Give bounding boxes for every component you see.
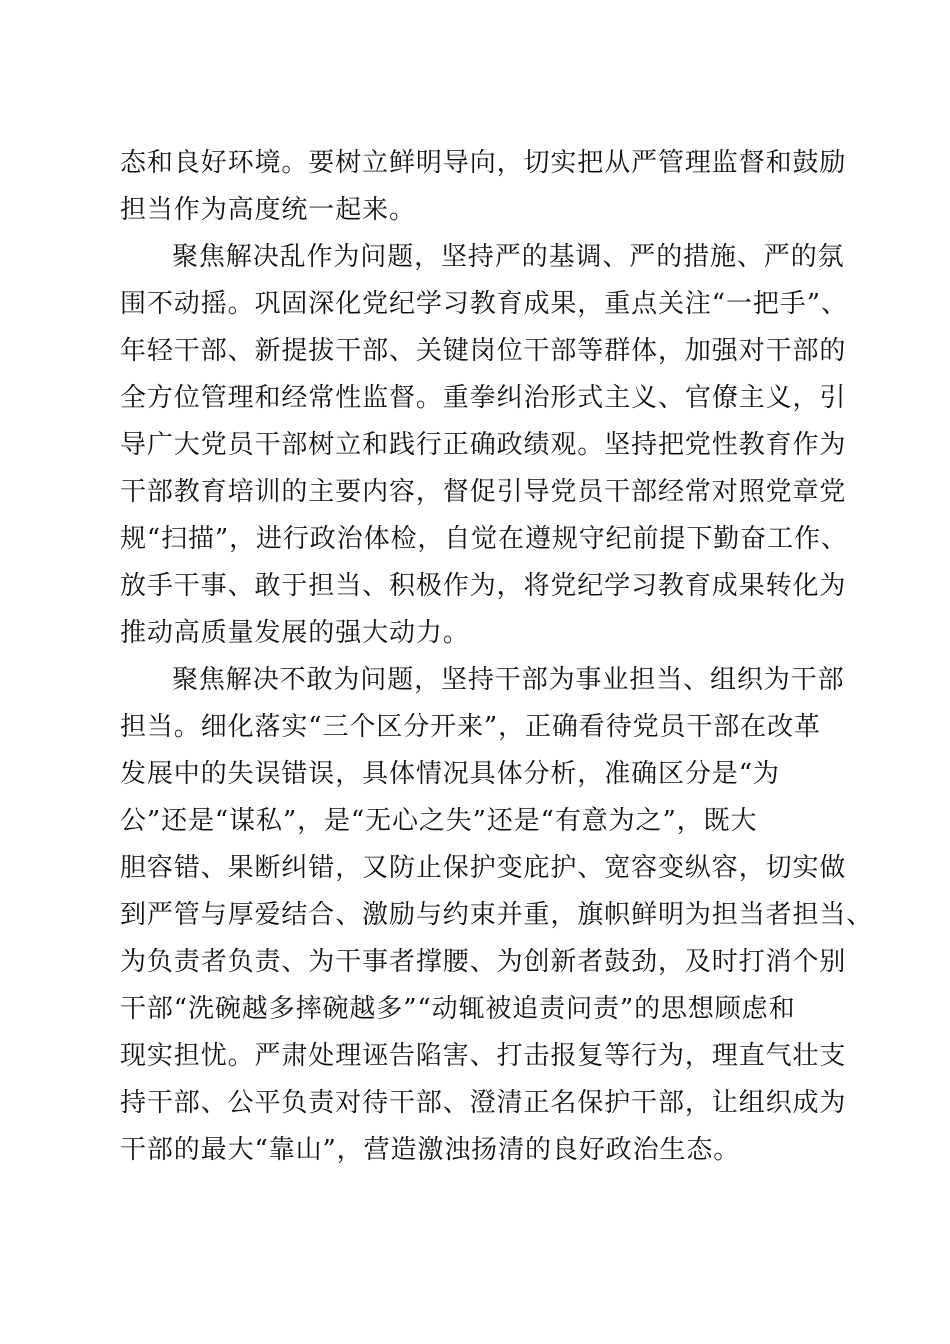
text-line: 导广大党员干部树立和践行正确政绩观。坚持把党性教育作为 <box>120 430 847 460</box>
text-line: 推动高质量发展的强大动力。 <box>120 618 470 648</box>
text-line: 态和良好环境。要树立鲜明导向，切实把从严管理监督和鼓励 <box>120 148 847 178</box>
text-line: 干部教育培训的主要内容，督促引导党员干部经常对照党章党 <box>120 477 847 507</box>
text-line: 现实担忧。严肃处理诬告陷害、打击报复等行为，理直气壮支 <box>120 1041 847 1071</box>
text-line: 放手干事、敢于担当、积极作为，将党纪学习教育成果转化为 <box>120 571 847 601</box>
text-line: 全方位管理和经常性监督。重拳纠治形式主义、官僚主义，引 <box>120 383 847 413</box>
text-line: 到严管与厚爱结合、激励与约束并重，旗帜鲜明为担当者担当、 <box>120 900 874 930</box>
text-line: 公”还是“谋私”，是“无心之失”还是“有意为之”，既大 <box>120 806 758 836</box>
text-line: 干部“洗碗越多摔碗越多”“动辄被追责问责”的思想顾虑和 <box>120 994 796 1024</box>
text-line: 为负责者负责、为干事者撑腰、为创新者鼓劲，及时打消个别 <box>120 947 847 977</box>
text-line: 围不动摇。巩固深化党纪学习教育成果，重点关注“一把手”、 <box>120 289 848 319</box>
text-line: 年轻干部、新提拔干部、关键岗位干部等群体，加强对干部的 <box>120 336 847 366</box>
paragraph-start-line: 聚焦解决不敢为问题，坚持干部为事业担当、组织为干部 <box>172 665 845 695</box>
text-line: 干部的最大“靠山”，营造激浊扬清的良好政治生态。 <box>120 1135 741 1165</box>
text-line: 胆容错、果断纠错，又防止保护变庇护、宽容变纵容，切实做 <box>120 853 847 883</box>
body-text <box>120 140 874 1174</box>
text-line: 持干部、公平负责对待干部、澄清正名保护干部，让组织成为 <box>120 1088 847 1118</box>
text-line: 担当。细化落实“三个区分开来”，正确看待党员干部在改革 <box>120 712 821 742</box>
text-line: 发展中的失误错误，具体情况具体分析，准确区分是“为 <box>120 759 780 789</box>
text-line: 规“扫描”，进行政治体检，自觉在遵规守纪前提下勤奋工作、 <box>120 524 848 554</box>
paragraph-start-line: 聚焦解决乱作为问题，坚持严的基调、严的措施、严的氛 <box>172 242 845 272</box>
text-line: 担当作为高度统一起来。 <box>120 195 416 225</box>
